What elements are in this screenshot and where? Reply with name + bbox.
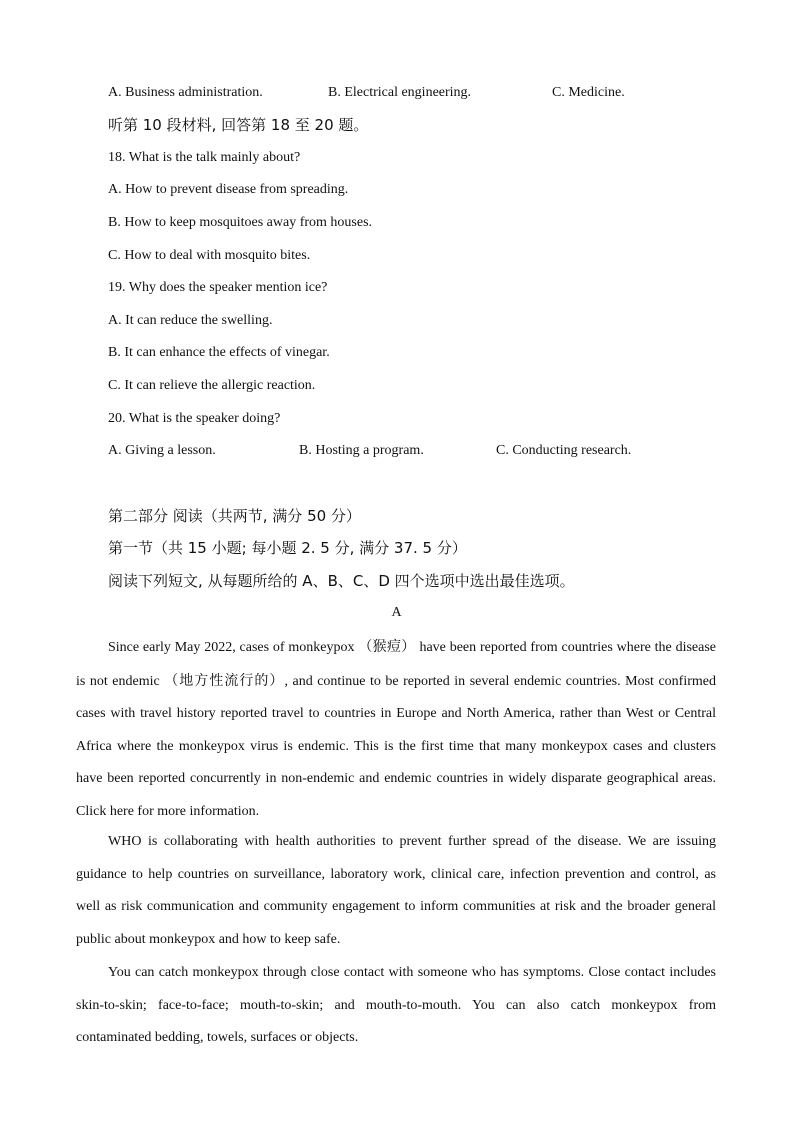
q20-option-b: B. Hosting a program. <box>299 443 424 458</box>
q18-option-b: B. How to keep mosquitoes away from houses. <box>108 215 373 230</box>
q18-option-c: C. How to deal with mosquito bites. <box>108 248 311 263</box>
p1-text-b: have been reported from countries where the disease is not endemic <box>76 640 716 689</box>
q18-option-a: A. How to prevent disease from spreading. <box>108 182 349 197</box>
q20-option-c: C. Conducting research. <box>496 443 632 458</box>
part2-title: 第二部分 阅读（共两节, 满分 50 分） <box>108 507 361 525</box>
p1-cn-endemic: （地方性流行的） <box>164 672 285 689</box>
q19-option-c: C. It can relieve the allergic reaction. <box>108 378 316 393</box>
q17-option-a: A. Business administration. <box>108 85 263 100</box>
part2-instruction: 阅读下列短文, 从每题所给的 A、B、C、D 四个选项中选出最佳选项。 <box>108 572 575 590</box>
q19-option-a: A. It can reduce the swelling. <box>108 313 273 328</box>
q20-question: 20. What is the speaker doing? <box>108 411 281 426</box>
passage-paragraph-3: You can catch monkeypox through close contact with someone who has symptoms. Close contact includes skin-to-skin; face-to-face; mouth-to-skin; and mouth-to-mouth. You can also catch monkeypox from contaminated bedding, towels, surfaces or objects. <box>76 965 716 1046</box>
p1-text-c: , and continue to be reported in several endemic countries. Most confirmed cases with travel history reported travel to countries in Europe and North America, rather than West or Central Africa where the monkeypox virus is endemic. This is the first time that many monkeypox cases and clusters have been reported concurrently in non-endemic and endemic countries in widely disparate geographical areas. Click here for more information. <box>76 673 716 819</box>
p1-text-a: Since early May 2022, cases of monkeypox <box>108 640 359 655</box>
passage-label: A <box>391 605 402 620</box>
part2-section1: 第一节（共 15 小题; 每小题 2. 5 分, 满分 37. 5 分） <box>108 539 467 557</box>
q18-question: 18. What is the talk mainly about? <box>108 150 301 165</box>
q17-option-b: B. Electrical engineering. <box>328 85 472 100</box>
p1-cn-monkeypox: （猴痘） <box>358 639 416 655</box>
passage-paragraph-2: WHO is collaborating with health authorities to prevent further spread of the disease. We are issuing guidance to help countries on surveillance, laboratory work, clinical care, infection prevention and control, as well as risk communication and community engagement to inform communities at risk and the broader general public about monkeypox and how to keep safe. <box>76 834 716 947</box>
q20-option-a: A. Giving a lesson. <box>108 443 216 458</box>
q17-option-c: C. Medicine. <box>552 85 625 100</box>
q19-question: 19. Why does the speaker mention ice? <box>108 280 328 295</box>
q19-option-b: B. It can enhance the effects of vinegar. <box>108 345 330 360</box>
passage-paragraph-1 <box>76 631 716 829</box>
section10-intro: 听第 10 段材料, 回答第 18 至 20 题。 <box>108 116 369 134</box>
